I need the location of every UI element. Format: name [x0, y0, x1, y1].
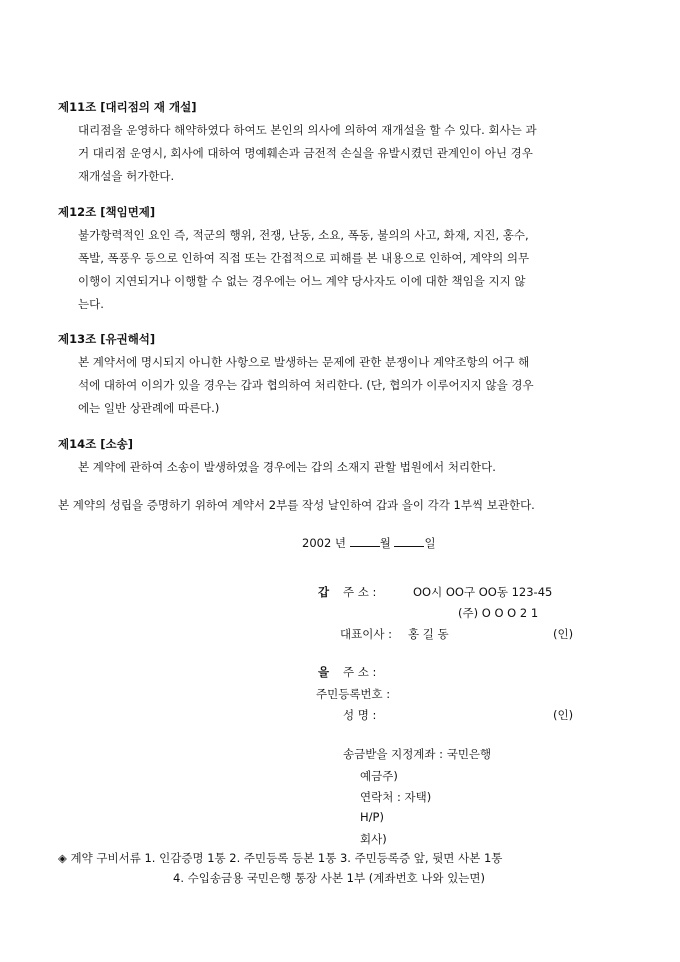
documents-text-1: 계약 구비서류 1. 인감증명 1통 2. 주민등록 등본 1통 3. 주민등록증 앞, 뒷면 사본 1통 — [70, 851, 503, 865]
article-13-line-1: 본 계약서에 명시되지 아니한 사항으로 발생하는 문제에 관한 분쟁이나 계약조항의 어구 해 — [78, 355, 530, 369]
article-14-title: 제14조 [소송] — [58, 437, 133, 451]
bank-depositor: 예금주) — [360, 769, 398, 783]
article-13-line-3: 에는 일반 상관례에 따른다.) — [78, 401, 220, 415]
documents-line-2: 4. 수입송금용 국민은행 통장 사본 1부 (계좌번호 나와 있는면) — [173, 871, 486, 885]
date-day: 일 — [424, 536, 436, 550]
article-12-line-1: 불가항력적인 요인 즉, 적군의 행위, 전쟁, 난동, 소요, 폭동, 불의의 사고, 화재, 지진, 홍수, — [78, 228, 529, 242]
party-a-company: (주) O O O 2 1 — [458, 606, 539, 620]
month-blank — [350, 536, 380, 547]
party-a-address-label: 주 소 : — [343, 585, 377, 599]
article-11-line-2: 거 대리점 운영시, 회사에 대하여 명예훼손과 금전적 손실을 유발시켰던 관계인이 아닌 경우 — [78, 146, 533, 160]
closing-statement: 본 계약의 성립을 증명하기 위하여 계약서 2부를 작성 날인하여 갑과 을이 각각 1부씩 보관한다. — [58, 498, 535, 512]
party-b-label: 을 — [318, 665, 330, 679]
date-year: 2002 년 — [302, 536, 347, 550]
documents-line-1 — [58, 850, 502, 866]
article-11-line-3: 재개설을 허가한다. — [78, 169, 175, 183]
diamond-bullet-icon: ◈ — [58, 851, 67, 865]
article-11-title: 제11조 [대리점의 재 개설] — [58, 100, 197, 114]
bank-office: 회사) — [360, 832, 387, 846]
party-a-ceo-label: 대표이사 : — [340, 627, 392, 641]
bank-mobile: H/P) — [360, 810, 384, 824]
party-a-label: 갑 — [318, 585, 330, 599]
date-line — [302, 535, 436, 551]
article-11-line-1: 대리점을 운영하다 해약하였다 하여도 본인의 의사에 의하여 재개설을 할 수 있다. 회사는 과 — [78, 123, 537, 137]
party-a-address: OO시 OO구 OO동 123-45 — [413, 585, 553, 599]
party-b-name-label: 성 명 : — [343, 708, 377, 722]
party-a-seal: (인) — [553, 627, 574, 641]
bank-account-label: 송금받을 지정계좌 : 국민은행 — [343, 747, 492, 761]
date-month: 월 — [379, 536, 391, 550]
article-12-title: 제12조 [책임면제] — [58, 205, 156, 219]
article-14-line-1: 본 계약에 관하여 소송이 발생하였을 경우에는 갑의 소재지 관할 법원에서 처리한다. — [78, 460, 496, 474]
party-a-ceo-name: 홍 길 동 — [408, 627, 449, 641]
article-12-line-4: 는다. — [78, 297, 104, 311]
article-12-line-3: 이행이 지연되거나 이행할 수 없는 경우에는 어느 계약 당사자도 이에 대한 책임을 지지 않 — [78, 274, 526, 288]
party-b-seal: (인) — [553, 708, 574, 722]
party-b-address-label: 주 소 : — [343, 665, 377, 679]
party-b-id-label: 주민등록번호 : — [316, 687, 391, 701]
article-13-line-2: 석에 대하여 이의가 있을 경우는 갑과 협의하여 처리한다. (단, 협의가 이루어지지 않을 경우 — [78, 378, 534, 392]
bank-contact: 연락처 : 자택) — [360, 790, 432, 804]
day-blank — [394, 536, 424, 547]
article-13-title: 제13조 [유권해석] — [58, 332, 156, 346]
article-12-line-2: 폭발, 폭풍우 등으로 인하여 직접 또는 간접적으로 피해를 본 내용으로 인하여, 계약의 의무 — [78, 251, 530, 265]
